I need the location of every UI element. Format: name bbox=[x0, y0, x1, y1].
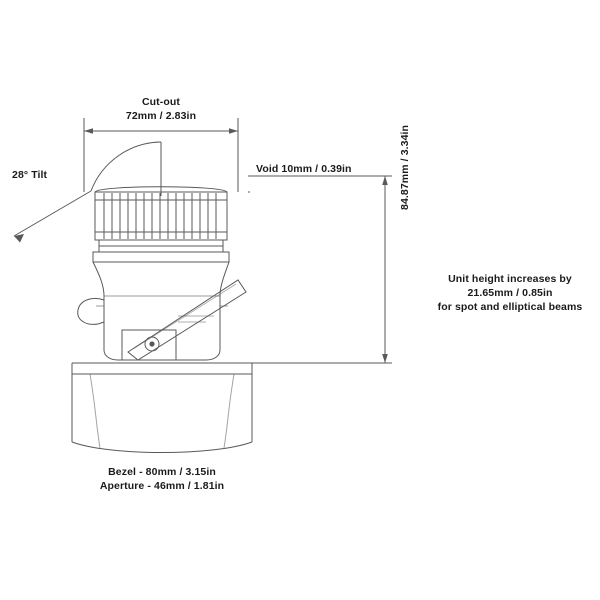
note-line-2: 21.65mm / 0.85in bbox=[467, 287, 553, 300]
unit-height-label: 84.87mm / 3.34in bbox=[399, 124, 411, 210]
note-line-3: for spot and elliptical beams bbox=[437, 301, 583, 314]
height-increase-note bbox=[424, 272, 596, 315]
cutout-title: Cut-out bbox=[141, 96, 180, 108]
void-label: Void 10mm / 0.39in bbox=[256, 163, 352, 175]
unit-height-dimension bbox=[248, 176, 392, 363]
bezel-aperture-label bbox=[80, 465, 244, 493]
bezel-value: Bezel - 80mm / 3.15in bbox=[108, 466, 216, 478]
void-dimension bbox=[248, 176, 392, 192]
collar bbox=[93, 240, 229, 262]
cutout-label bbox=[101, 95, 221, 123]
aperture-value: Aperture - 46mm / 1.81in bbox=[99, 480, 225, 493]
gimbal-body bbox=[78, 262, 246, 360]
cutout-value: 72mm / 2.83in bbox=[125, 110, 197, 123]
tilt-angle-label: 28° Tilt bbox=[12, 169, 48, 181]
aperture-cone bbox=[72, 374, 252, 453]
note-line-1: Unit height increases by bbox=[448, 273, 572, 285]
bezel-plate bbox=[72, 363, 252, 374]
